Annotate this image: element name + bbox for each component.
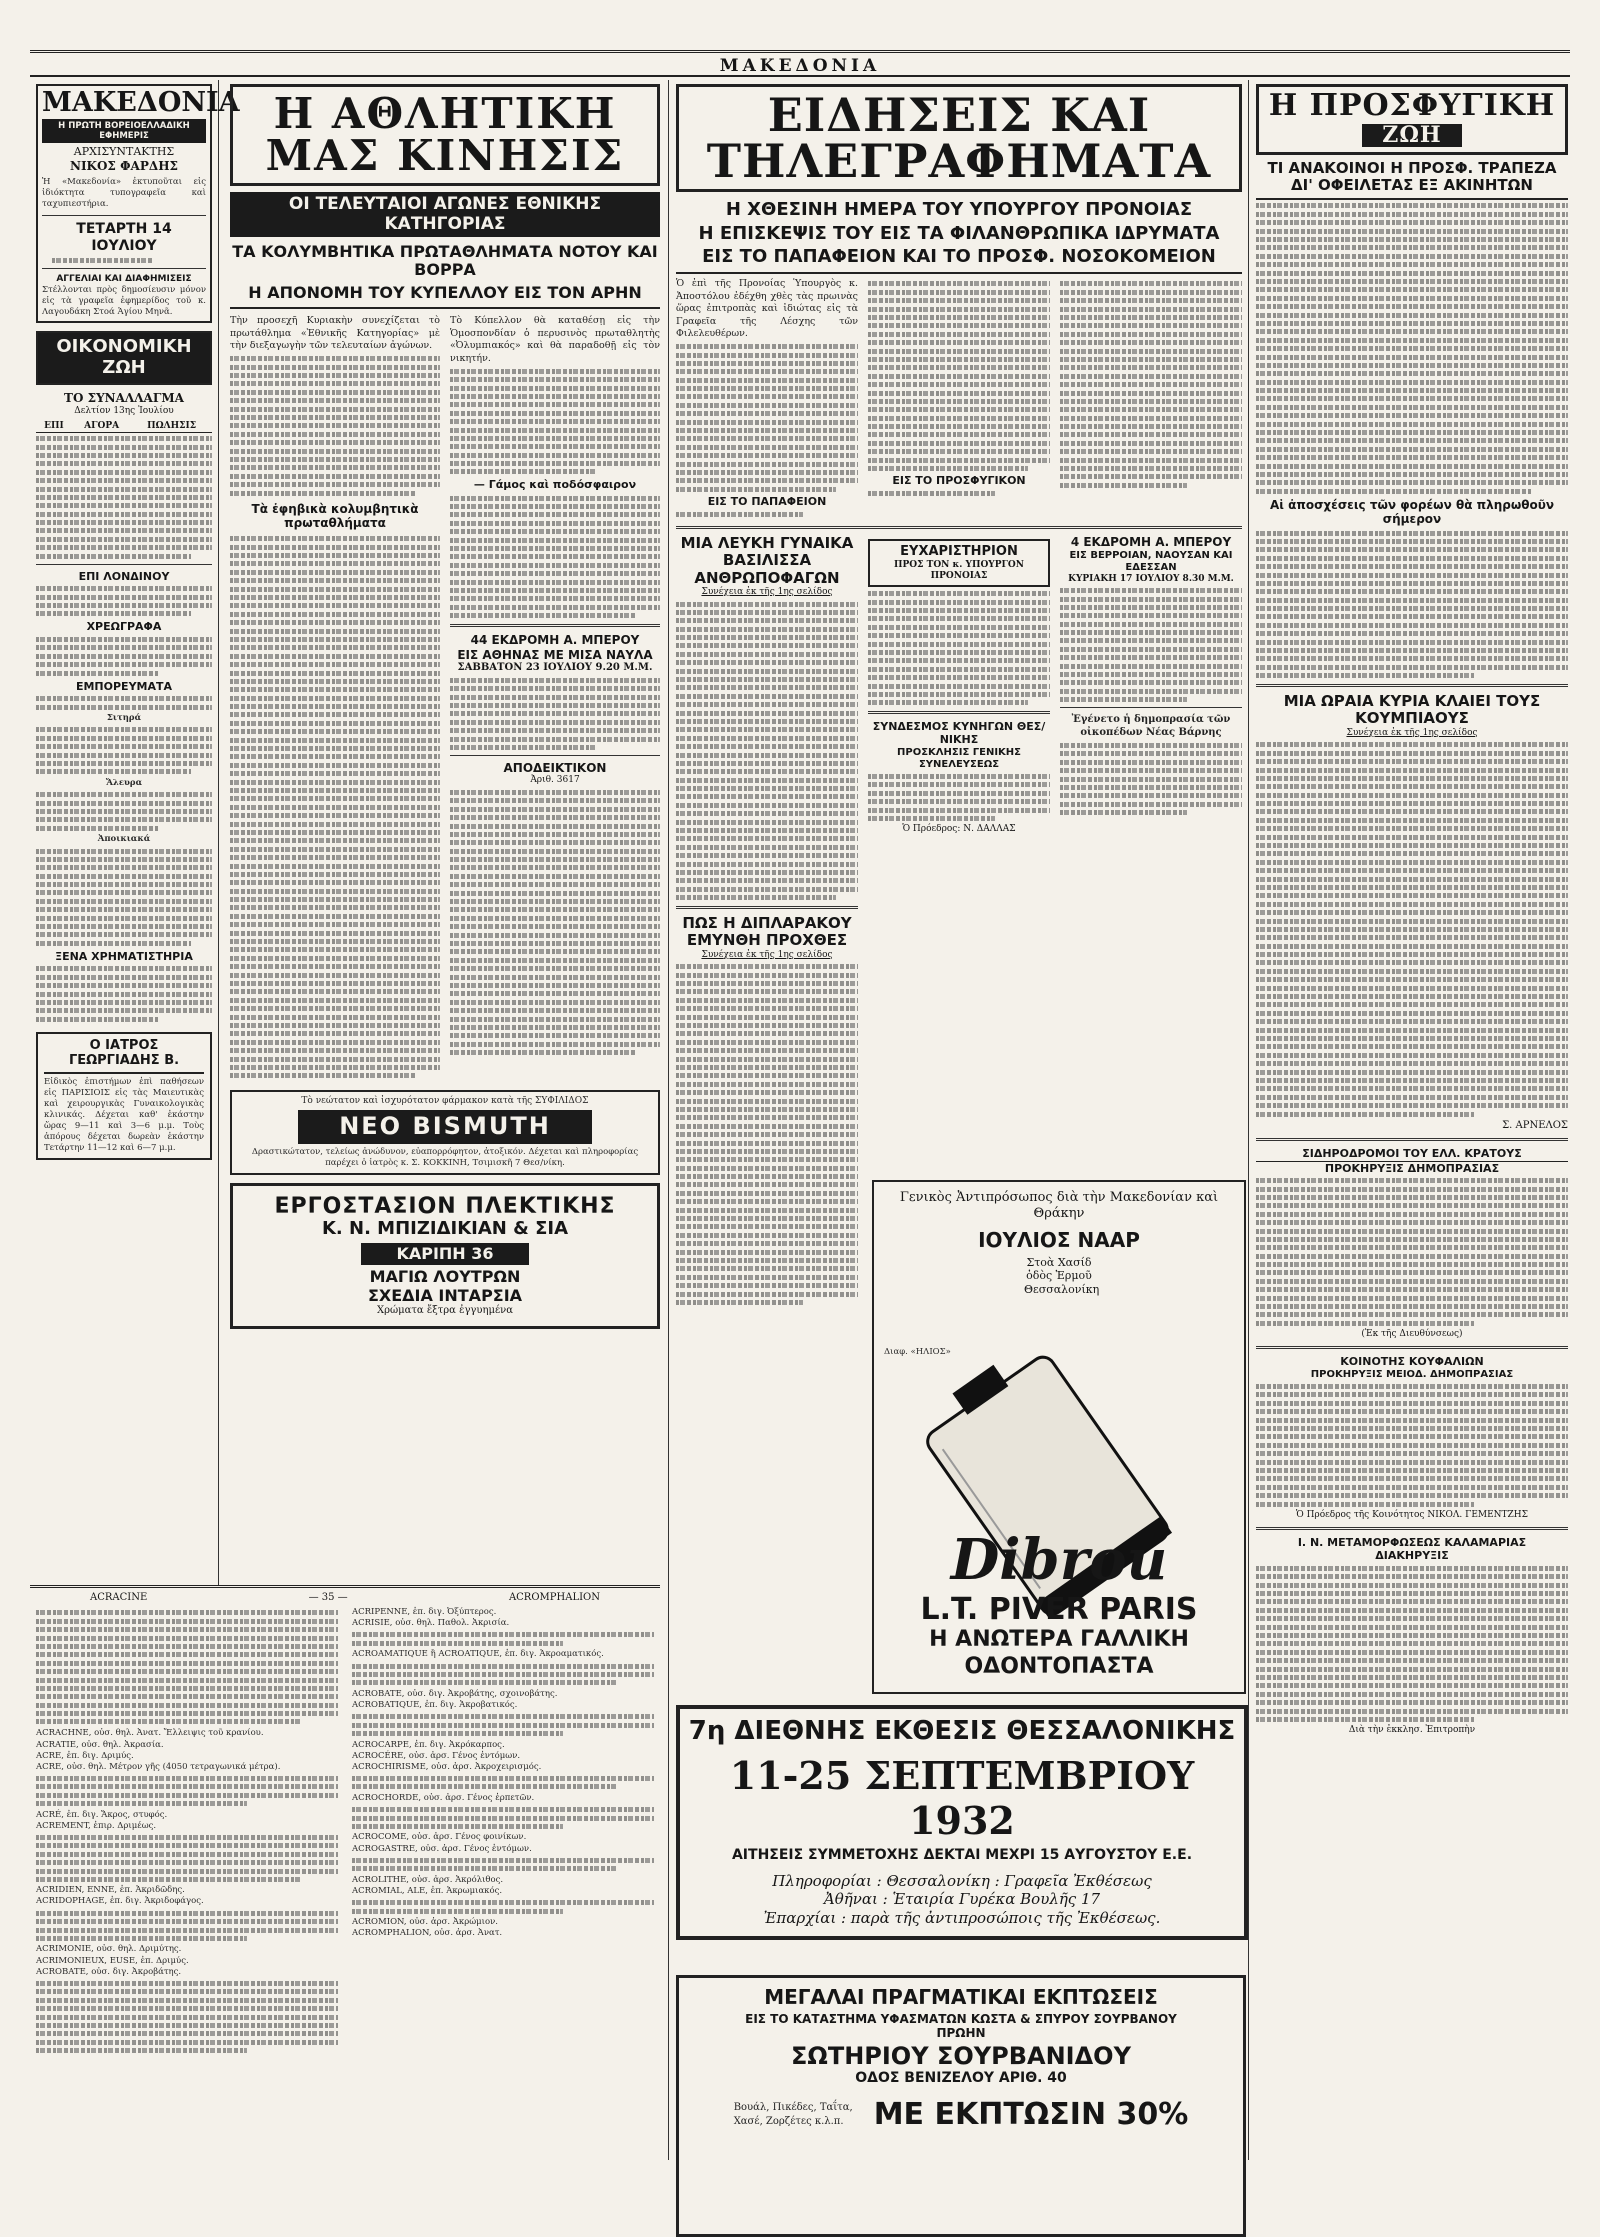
ads-title: ΑΓΓΕΛΙΑΙ ΚΑΙ ΔΙΑΦΗΜΙΣΕΙΣ (56, 274, 192, 285)
news-head-1: Η ΧΘΕΣΙΝΗ ΗΜΕΡΑ ΤΟΥ ΥΠΟΥΡΓΟΥ ΠΡΟΝΟΙΑΣ (725, 199, 1193, 220)
dictionary-entry: ACRÉ, ἐπ. διγ. Ἄκρος, στυφός. (36, 1809, 168, 1820)
sports-sub-a: Τὰ ἐφηβικὰ κολυμβητικὰ πρωταθλήματα (251, 501, 419, 530)
sale-goods: Βουάλ, Πικέδες, Ταΐτα, Χασέ, Ζορζέτες κ.λ.π. (733, 2102, 853, 2127)
sale-prior: ΠΡΩΗΝ (936, 2026, 986, 2041)
fx-title: ΤΟ ΣΥΝΑΛΛΑΓΜΑ (64, 390, 184, 405)
dictionary-entry: ACRIMONIE, οὐσ. θηλ. Δριμύτης. (36, 1944, 182, 1955)
dictionary-entry: ACRATIE, οὐσ. θηλ. Ἀκρασία. (36, 1739, 164, 1750)
trip-sub: ΕΙΣ ΒΕΡΡΟΙΑΝ, ΝΑΟΥΣΑΝ ΚΑΙ ΕΔΕΣΣΑΝ (1069, 549, 1233, 573)
sports-sub-b: — Γάμος καὶ ποδόσφαιρον (473, 478, 637, 492)
community-head: ΚΟΙΝΟΤΗΣ ΚΟΥΦΑΛΙΩΝ (1340, 1355, 1484, 1369)
receipt-number: Ἀριθ. 3617 (530, 775, 580, 786)
receipt-title: ΑΠΟΔΕΙΚΤΙΚΟΝ (503, 760, 607, 775)
hunters-sub: ΠΡΟΣΚΛΗΣΙΣ ΓΕΝΙΚΗΣ ΣΥΝΕΛΕΥΣΕΩΣ (897, 746, 1021, 770)
print-notice: Ἡ «Μακεδονία» ἐκτυποῦται εἰς ἰδιόκτητα τυπογραφεῖα καὶ ταχυπιεστήρια. (42, 177, 206, 210)
fx-table (36, 420, 212, 433)
fx-date: Δελτίον 13ης Ἰουλίου (74, 405, 174, 416)
sale-title: ΜΕΓΑΛΑΙ ΠΡΑΓΜΑΤΙΚΑΙ ΕΚΠΤΩΣΕΙΣ (764, 1985, 1158, 2009)
refugee-banner-subtitle: ΖΩΗ (1362, 124, 1462, 147)
dictionary-entry: ACRIMONIEUX, EUSE, ἐπ. Δριμύς. (36, 1955, 189, 1966)
thanks-head: ΕΥΧΑΡΙΣΤΗΡΙΟΝ (900, 544, 1018, 560)
sports-head-3: Η ΑΠΟΝΟΜΗ ΤΟΥ ΚΥΠΕΛΛΟΥ ΕΙΣ ΤΟΝ ΑΡΗΝ (230, 284, 660, 309)
economy-section-title: ΟΙΚΟΝΟΜΙΚΗ ΖΩΗ (36, 331, 212, 384)
news-body (676, 278, 1242, 520)
news-lead: Ὁ ἐπὶ τῆς Προνοίας Ὑπουργὸς κ. Ἀποστόλου ἐδέχθη χθὲς τὰς πρωινὰς ὥρας ἐπιτροπὰς καὶ ἰδιώτας εἰς τὰ Γραφεῖα τῆς Λέσχης τῶν Φιλελευθέρων. (676, 278, 858, 340)
expo-info-2: Ἀθῆναι : Ἑταιρία Γυρέκα Βουλῆς 17 (823, 1890, 1101, 1909)
dictionary-left-guide: ACRACINE (90, 1592, 148, 1603)
dictionary-entry: ACREMENT, ἐπιρ. Δριμέως. (36, 1820, 157, 1831)
sale-store: ΕΙΣ ΤΟ ΚΑΤΑΣΤΗΜΑ ΥΦΑΣΜΑΤΩΝ ΚΩΣΤΑ & ΣΠΥΡΟΥ ΣΟΥΡΒΑΝΟΥ (745, 2012, 1177, 2026)
news-head-3: ΕΙΣ ΤΟ ΠΑΠΑΦΕΙΟΝ ΚΑΙ ΤΟ ΠΡΟΣΦ. ΝΟΣΟΚΟΜΕΙΟΝ (676, 247, 1242, 274)
sports-banner-title: Η ΑΘΛΗΤΙΚΗ ΜΑΣ ΚΙΝΗΣΙΣ (265, 89, 625, 180)
doctor-title: Ο ΙΑΤΡΟΣ ΓΕΩΡΓΙΑΔΗΣ Β. (44, 1038, 204, 1074)
dictionary-entry: ACROMIAL, ALE, ἐπ. Ἀκρωμιακός. (352, 1885, 503, 1896)
expo-title: 7η ΔΙΕΘΝΗΣ ΕΚΘΕΣΙΣ ΘΕΣΣΑΛΟΝΙΚΗΣ (688, 1716, 1236, 1746)
church-head: Ι. Ν. ΜΕΤΑΜΟΡΦΩΣΕΩΣ ΚΑΛΑΜΑΡΙΑΣ (1297, 1536, 1527, 1550)
doctor-ad (36, 1032, 212, 1161)
fx-col-header: ΕΠΙ (36, 420, 72, 433)
sports-body (230, 315, 660, 1081)
editor-name: ΝΙΚΟΣ ΦΑΡΔΗΣ (69, 159, 179, 174)
dictionary-supplement (30, 1585, 660, 2163)
knit-title: ΕΡΓΟΣΤΑΣΙΟΝ ΠΛΕΚΤΙΚΗΣ (274, 1194, 616, 1220)
syph-product: ΝΕΟ BISMUTH (298, 1110, 592, 1144)
railway-sub: ΠΡΟΚΗΡΥΞΙΣ ΔΗΜΟΠΡΑΣΙΑΣ (1324, 1161, 1500, 1175)
knit-line-3: Χρώματα ἔξτρα ἐγγυημένα (377, 1305, 513, 1317)
hunters-head: ΣΥΝΔΕΣΜΟΣ ΚΥΝΗΓΩΝ ΘΕΣ/ΝΙΚΗΣ (872, 720, 1046, 747)
bonds-title: ΧΡΕΩΓΡΑΦΑ (86, 620, 162, 634)
syphilis-ad (230, 1090, 660, 1175)
dictionary-entry: ACRISIE, οὐσ. θηλ. Παθολ. Ἀκρισία. (352, 1618, 510, 1629)
flour-label: Ἄλευρα (105, 777, 143, 788)
sports-head-1: ΟΙ ΤΕΛΕΥΤΑΙΟΙ ΑΓΩΝΕΣ ΕΘΝΙΚΗΣ ΚΑΤΗΓΟΡΙΑΣ (230, 192, 660, 237)
sale-owner: ΣΩΤΗΡΙΟΥ ΣΟΥΡΒΑΝΙΔΟΥ (791, 2041, 1131, 2070)
lottery-head: Αἱ ἀποσχέσεις τῶν φορέων θὰ πληρωθοῦν σήμερον (1269, 497, 1555, 527)
hunters-sign: Ὁ Πρόεδρος: Ν. ΔΑΛΛΑΣ (902, 824, 1016, 835)
dictionary-entry: ACRACHNE, οὐσ. θηλ. Ἀνατ. Ἔλλειψις τοῦ κρανίου. (36, 1728, 264, 1739)
dictionary-col-right (352, 1607, 654, 2057)
sale-percent: ΜΕ ΕΚΠΤΩΣΙΝ 30% (873, 2097, 1189, 2133)
fx-col-header: ΑΓΟΡΑ (72, 420, 131, 433)
community-sign: Ὁ Πρόεδρος τῆς Κοινότητος ΝΙΚΟΛ. ΓΕΜΕΝΤΖΗΣ (1295, 1509, 1529, 1520)
dictionary-entry: ACROCHIRISME, οὐσ. ἀρσ. Ἀκροχειρισμός. (352, 1761, 542, 1772)
expo-dates: 11-25 ΣΕΠΤΕΜΒΡΙΟΥ 1932 (729, 1752, 1195, 1843)
piver-claim-1: Η ΑΝΩΤΕΡΑ ΓΑΛΛΙΚΗ (929, 1627, 1189, 1652)
white-woman-continued: Συνέχεια ἐκ τῆς 1ης σελίδος (701, 586, 833, 597)
trip-head: 4 ΕΚΔΡΟΜΗ Α. ΜΠΕΡΟΥ (1070, 535, 1232, 550)
dictionary-entry: ACRIDIEN, ENNE, ἐπ. Ἀκριδῶδης. (36, 1885, 185, 1896)
piver-claim-2: ΟΔΟΝΤΟΠΑΣΤΑ (964, 1654, 1154, 1679)
knit-address: ΚΑΡΙΠΗ 36 (361, 1243, 529, 1265)
news-banner (676, 84, 1242, 192)
nameplate: ΜΑΚΕΔΟΝΙΑ (42, 87, 240, 118)
page-header-title: ΜΑΚΕΔΟΝΙΑ (719, 56, 881, 76)
lady-continued: Συνέχεια ἐκ τῆς 1ης σελίδος (1346, 727, 1478, 738)
syph-note: Τὸ νεώτατον καὶ ἰσχυρότατον φάρμακον κατὰ τῆς ΣΥΦΙΛΙΔΟΣ (301, 1095, 589, 1106)
piver-credit: Διαφ. «ΗΛΙΟΣ» (884, 1347, 951, 1357)
railway-from: (Ἐκ τῆς Διευθύνσεως) (1361, 1329, 1463, 1340)
dictionary-entry: ACRIDOPHAGE, ἐπ. διγ. Ἀκριδοφάγος. (36, 1896, 204, 1907)
bout-head: 44 ΕΚΔΡΟΜΗ Α. ΜΠΕΡΟΥ (470, 633, 640, 648)
knit-line-2: ΣΧΕΔΙΑ ΙΝΤΑΡΣΙΑ (367, 1285, 523, 1305)
dictionary-entry: ACROCOME, οὐσ. ἀρσ. Γένος φοινίκων. (352, 1832, 527, 1843)
dictionary-entry: ACRE, οὐσ. θηλ. Μέτρον γῆς (4050 τετραγωνικά μέτρα). (36, 1761, 281, 1772)
dictionary-entry: ACROAMATIQUE ἢ ACROATIQUE, ἐπ. διγ. Ἀκροαματικός. (352, 1649, 604, 1660)
community-sub: ΠΡΟΚΗΡΥΞΙΣ ΜΕΙΟΔ. ΔΗΜΟΠΡΑΣΙΑΣ (1310, 1368, 1514, 1380)
nameplate-subtitle: Η ΠΡΩΤΗ ΒΟΡΕΙΟΕΛΛΑΔΙΚΗ ΕΦΗΜΕΡΙΣ (42, 119, 206, 143)
refugee-head-1: ΤΙ ΑΝΑΚΟΙΝΟΙ Η ΠΡΟΣΦ. ΤΡΑΠΕΖΑ ΔΙ' ΟΦΕΙΛΕΤΑΣ ΕΞ ΑΚΙΝΗΤΩΝ (1256, 160, 1568, 201)
church-sign: Διὰ τὴν ἐκκλησ. Ἐπιτροπὴν (1348, 1725, 1476, 1736)
dictionary-entry: ACRIPENNE, ἐπ. διγ. Ὀξύπτερος. (352, 1607, 497, 1617)
ads-text: Στέλλονται πρὸς δημοσίευσιν μόνον εἰς τὰ γραφεῖα ἐφημερίδος τοῦ κ. Λαγουδάκη Στοά Ἁγίου Μηνᾶ. (42, 285, 206, 318)
dictionary-col-left (36, 1607, 338, 2057)
editor-label: ΑΡΧΙΣΥΝΤΑΚΤΗΣ (73, 145, 175, 159)
railway-head: ΣΙΔΗΡΟΔΡΟΜΟΙ ΤΟΥ ΕΛΛ. ΚΡΑΤΟΥΣ (1256, 1147, 1568, 1161)
commerce-title: ΕΜΠΟΡΕΥΜΑΤΑ (75, 679, 173, 693)
dictionary-entry: ACROBATIQUE, ἐπ. διγ. Ἀκροβατικός. (352, 1699, 518, 1710)
syph-text: Δραστικώτατον, τελείως ἀνώδυνον, εὐαπορρόφητον, ἀτοξικόν. Δέχεται καὶ πληροφορίας παρέχει ὁ ἰατρὸς κ. Σ. ΚΟΚΚΙΝΗ, Τσιμισκῆ 7 Θεσ/νίκη. (251, 1146, 639, 1168)
column-rule (668, 80, 669, 2160)
dictionary-entry: ACROBATE, οὐσ. διγ. Ἀκροβάτης, σχοινοβάτης. (352, 1688, 558, 1699)
refugee-banner-title: Η ΠΡΟΣΦΥΓΙΚΗ (1268, 88, 1556, 123)
sports-body-b: Τὸ Κύπελλον θὰ καταθέσῃ εἰς τὴν Ὁμοσπονδίαν ὁ περυσινὸς πρωταθλητὴς «Ὀλυμπιακός» καὶ θὰ παραδοθῇ εἰς τὸν νικητήν. (450, 315, 660, 364)
knitting-factory-ad (230, 1183, 660, 1329)
dictionary-entry: ACROBATE, οὐσ. διγ. Ἀκροβάτης. (36, 1966, 182, 1977)
fx-rows (36, 436, 212, 558)
refugee-banner (1256, 84, 1568, 155)
piver-address: Στοὰ Χασίδ ὁδὸς Ἑρμοῦ Θεσσαλονίκη (1024, 1255, 1100, 1296)
auction-text: Ἐγένετο ἡ δημοπρασία τῶν οἰκοπέδων Νέας Βάρνης (1071, 714, 1231, 739)
knit-owner: Κ. Ν. ΜΠΙΖΙΔΙΚΙΑΝ & ΣΙΑ (321, 1218, 569, 1240)
column-3 (676, 80, 1242, 2160)
white-woman-head: ΜΙΑ ΛΕΥΚΗ ΓΥΝΑΙΚΑ ΒΑΣΙΛΙΣΣΑ ΑΝΘΡΩΠΟΦΑΓΩΝ (680, 534, 854, 587)
piver-agent-name: ΙΟΥΛΙΟΣ ΝΑΑΡ (978, 1227, 1140, 1252)
bout-sub: ΕΙΣ ΑΘΗΝΑΣ ΜΕ ΜΙΣΑ ΝΑΥΛΑ (457, 647, 653, 662)
dictionary-entry: ACROLITHE, οὐσ. ἀρσ. Ἀκρόλιθος. (352, 1874, 504, 1885)
expo-info-3: Ἐπαρχίαι : παρὰ τῆς ἀντιπροσώποις τῆς Ἐκθέσεως. (763, 1909, 1161, 1928)
dictionary-entry: ACROCÉRE, οὐσ. ἀρσ. Γένος ἐντόμων. (352, 1750, 521, 1761)
lady-head: ΜΙΑ ΩΡΑΙΑ ΚΥΡΙΑ ΚΛΑΙΕΙ ΤΟΥΣ ΚΟΥΜΠΙΑΟΥΣ (1283, 692, 1541, 728)
dictionary-entry: ACROMION, οὐσ. ἀρσ. Ἀκρώμιον. (352, 1916, 498, 1927)
doctor-text: Εἰδικὸς ἐπιστήμων ἐπὶ παθήσεων εἰς ΠΑΡΙΣΙΟΙΣ εἰς τὰς Μαιευτικὰς καὶ χειρουργικὰς Γυναικολογικὰς κλινικάς. Δέχεται καθ' ἑκάστην ὥρας 9—11 καὶ 3—6 μ.μ. Τοὺς ἀπόρους δέχεται δωρεὰν ἑκάστην Τετάρτην 11—12 καὶ 6—7 μ.μ. (44, 1076, 204, 1154)
piver-maker: L.T. PIVER PARIS (920, 1592, 1198, 1627)
news-head-2: Η ΕΠΙΣΚΕΨΙΣ ΤΟΥ ΕΙΣ ΤΑ ΦΙΛΑΝΘΡΩΠΙΚΑ ΙΔΡΥΜΑΤΑ (698, 222, 1220, 244)
colonial-goods-label: Ἀποικιακά (97, 834, 151, 845)
expo-info-1: Πληροφορίαι : Θεσσαλονίκη : Γραφεῖα Ἐκθέσεως (772, 1871, 1152, 1890)
expo-ad (676, 1705, 1248, 1940)
thanks-box (868, 539, 1050, 587)
sports-banner (230, 84, 660, 186)
piver-agent: Γενικὸς Ἀντιπρόσωπος διὰ τὴν Μακεδονίαν καὶ Θράκην (899, 1190, 1219, 1222)
dictionary-right-guide: ACROMPHALION (508, 1592, 600, 1603)
column-rule (1248, 80, 1249, 2160)
column-4 (1256, 80, 1568, 2160)
fx-col-header: ΠΩΛΗΣΙΣ (131, 420, 212, 433)
grain-label: Σιτηρά (106, 712, 142, 723)
papafeion-sub: ΕΙΣ ΤΟ ΠΑΠΑΦΕΙΟΝ (707, 495, 827, 509)
dictionary-entry: ACRE, ἐπ. διγ. Δριμύς. (36, 1750, 134, 1761)
dictionary-entry: ACROGASTRE, οὐσ. ἀρσ. Γένος ἐντόμων. (352, 1843, 532, 1854)
defense-continued: Συνέχεια ἐκ τῆς 1ης σελίδος (701, 949, 833, 960)
news-banner-title: ΕΙΔΗΣΕΙΣ ΚΑΙ ΤΗΛΕΓΡΑΦΗΜΑΤΑ (706, 88, 1212, 188)
foreign-exchange-title: ΞΕΝΑ ΧΡΗΜΑΤΙΣΤΗΡΙΑ (55, 949, 193, 963)
london-title: ΕΠΙ ΛΟΝΔΙΝΟΥ (78, 569, 170, 583)
piver-toothpaste-ad (872, 1180, 1246, 1694)
trip-date: ΚΥΡΙΑΚΗ 17 ΙΟΥΛΙΟΥ 8.30 Μ.Μ. (1068, 573, 1234, 584)
nameplate-box (36, 84, 240, 323)
sports-body-a: Τὴν προσεχῆ Κυριακὴν συνεχίζεται τὸ πρωτάθλημα «Ἐθνικῆς Κατηγορίας» μὲ τὴν διεξαγωγὴν τῶν τελευταίων ἀγώνων. (230, 315, 440, 352)
dictionary-entry: ACROCARPE, ἐπ. διγ. Ἀκρόκαρπος. (352, 1739, 505, 1750)
dictionary-entry: ACROCHORDE, οὐσ. ἀρσ. Γένος ἑρπετῶν. (352, 1792, 535, 1803)
defense-head: ΠΩΣ Η ΔΙΠΛΑΡΑΚΟΥ ΕΜΥΝΘΗ ΠΡΟΧΘΕΣ (682, 914, 852, 950)
bout-date: ΣΑΒΒΑΤΟΝ 23 ΙΟΥΛΙΟΥ 9.20 Μ.Μ. (457, 661, 653, 673)
thanks-sub: ΠΡΟΣ ΤΟΝ κ. ΥΠΟΥΡΓΟΝ ΠΡΟΝΟΙΑΣ (894, 559, 1024, 581)
sale-address: ΟΔΟΣ ΒΕΝΙΖΕΛΟΥ ΑΡΙΘ. 40 (855, 2070, 1067, 2087)
hospital-sub: ΕΙΣ ΤΟ ΠΡΟΣΦΥΓΙΚΟΝ (892, 474, 1026, 488)
lady-signature: Σ. ΑΡΝΕΛΟΣ (1502, 1119, 1568, 1131)
piver-brand: Dibrou (950, 1527, 1168, 1593)
expo-applications: ΑΙΤΗΣΕΙΣ ΣΥΜΜΕΤΟΧΗΣ ΔΕΚΤΑΙ ΜΕΧΡΙ 15 ΑΥΓΟΥΣΤΟΥ Ε.Ε. (731, 1846, 1193, 1863)
church-sub: ΔΙΑΚΗΡΥΞΙΣ (1375, 1549, 1449, 1563)
dictionary-entry: ACROMPHALION, οὐσ. ἀρσ. Ἀνατ. (352, 1928, 503, 1939)
issue-date: ΤΕΤΑΡΤΗ 14 ΙΟΥΛΙΟΥ (76, 221, 172, 255)
sports-head-2: ΤΑ ΚΟΛΥΜΒΗΤΙΚΑ ΠΡΩΤΑΘΛΗΜΑΤΑ ΝΟΤΟΥ ΚΑΙ ΒΟΡΡΑ (232, 242, 658, 280)
fabric-sale-ad (676, 1975, 1246, 2237)
dictionary-page-number: — 35 — (308, 1592, 348, 1603)
dictionary-header (30, 1588, 660, 1607)
knit-line-1: ΜΑΓΙΩ ΛΟΥΤΡΩΝ (369, 1267, 521, 1287)
